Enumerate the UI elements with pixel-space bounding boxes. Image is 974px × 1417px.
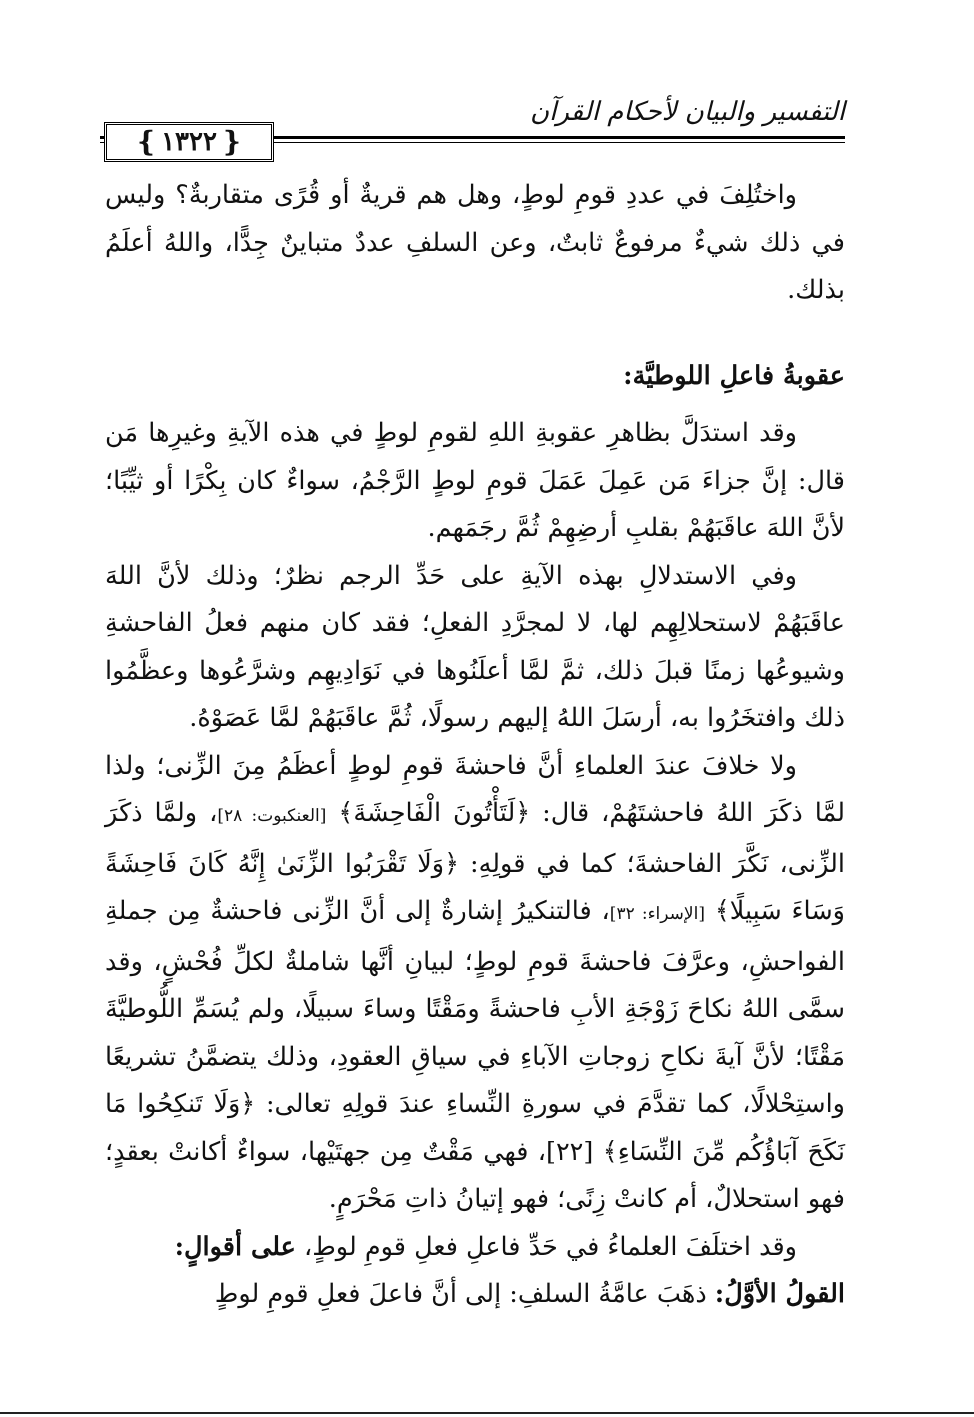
section-heading: عقوبةُ فاعلِ اللوطيَّة: bbox=[623, 360, 845, 391]
paragraph-4-part-4: ، فهي مَقْتٌ مِن جهتَيْها، سواءٌ أكانتْ بعقدٍ؛ فهو استحلالٌ، أم كانتْ زِنًى؛ فهو إتيانُ ذاتِ مَحْرَمٍ. bbox=[105, 1136, 845, 1214]
citation-ankabut: [العنكبوت: ٢٨] bbox=[217, 806, 327, 826]
paragraph-4-part-2: ، ولمَّا ذكَرَ الزِّنى، نَكَّرَ الفاحشةَ؛ كما في قولِهِ: ﴿وَلَا تَقْرَبُوا الزِّنَىٰ إِنَّهُ كَانَ فَاحِشَةً وَسَاءَ سَبِيلًا﴾ bbox=[105, 798, 845, 926]
first-opinion-label: القولُ الأوَّلُ: bbox=[714, 1279, 845, 1309]
first-opinion-text: ذهَبَ عامَّةُ السلفِ: إلى أنَّ فاعلَ فعلِ قومِ لوطٍ bbox=[214, 1279, 707, 1309]
citation-isra: [الإسراء: ٣٢] bbox=[609, 904, 705, 924]
bracket-left-icon: ❴ bbox=[134, 125, 159, 158]
paragraph-5 bbox=[105, 1224, 845, 1272]
citation-nisa: [٢٢] bbox=[546, 1136, 594, 1167]
paragraph-5-text: وقد اختلَفَ العلماءُ في حَدِّ فاعلِ فعلِ قومِ لوطٍ، bbox=[303, 1231, 797, 1262]
bracket-right-icon: ❵ bbox=[219, 125, 244, 158]
paragraph-4-part-1: ولا خلافَ عندَ العلماءِ أنَّ فاحشةَ قومِ لوطٍ أعظَمُ مِنَ الزِّنى؛ ولذا لمَّا ذكَرَ اللهُ فاحشتَهُمْ، قال: ﴿لَتَأْتُونَ الْفَاحِشَةَ﴾ bbox=[105, 750, 845, 828]
paragraph-2: وقد استدَلَّ بظاهرِ عقوبةِ اللهِ لقومِ لوطٍ في هذه الآيةِ وغيرِها مَن قال: إنَّ جزاءَ مَن عَمِلَ عَمَلَ قومِ لوطٍ الرَّجْمُ، سواءٌ كان بِكْرًا أو ثيِّبًا؛ لأنَّ اللهَ عاقَبَهُمْ بقلبِ أرضِهِمْ ثُمَّ رجَمَهم. bbox=[105, 418, 845, 543]
paragraph-3: وفي الاستدلالِ بهذه الآيةِ على حَدِّ الرجم نظرٌ؛ وذلك لأنَّ اللهَ عاقَبَهُمْ لاستحلالِهِم لها، لا لمجرَّدِ الفعلِ؛ فقد كان منهم فعلُ الفاحشةِ وشيوعُها زمنًا قبلَ ذلك، ثمَّ لمَّا أعلَنُوها في نَوَادِيهِم وشرَّعُوها وعظَّمُوا ذلك وافتخَرُوا به، أرسَلَ اللهُ إليهم رسولًا، ثُمَّ عاقَبَهُمْ لمَّا عَصَوْهُ. bbox=[105, 560, 845, 733]
paragraph-6 bbox=[105, 1271, 845, 1319]
bottom-edge-line bbox=[0, 1412, 974, 1414]
body-text bbox=[105, 172, 845, 1319]
page-number-box bbox=[104, 122, 274, 162]
running-title: التفسير والبيان لأحكام القرآن bbox=[530, 97, 845, 127]
paragraph-1: واختُلِفَ في عددِ قومِ لوطٍ، وهل هم قريةٌ أو قُرًى متقاربةٌ؟ وليس في ذلك شيءٌ مرفوعٌ ثابتٌ، وعن السلفِ عددٌ متباينٌ جِدًّا، واللهُ أعلَمُ بذلك. bbox=[105, 180, 845, 305]
paragraph-4 bbox=[105, 743, 845, 1224]
page-number: ١٣٢٢ bbox=[161, 127, 217, 157]
paragraph-4-part-3: ، فالتنكيرُ إشارةٌ إلى أنَّ الزِّنى فاحشةٌ مِن جملةِ الفواحشِ، وعرَّفَ فاحشةَ قومِ لوطٍ؛ لبيانِ أنَّها شاملةٌ لكلِّ فُحْشٍ، وقد سمَّى اللهُ نكاحَ زَوْجَةِ الأبِ فاحشةً ومَقْتًا وساءَ سبيلًا، ولم يُسَمِّ اللُّوطيَّةَ مَقْتًا؛ لأنَّ آيةَ نكاحِ زوجاتِ الآباءِ في سياقِ العقودِ، وذلك يتضمَّنُ تشريعًا واستِحْلالًا، كما تقدَّمَ في سورةِ النِّساءِ عندَ قولِهِ تعالى: ﴿وَلَا تَنكِحُوا مَا نَكَحَ آبَاؤُكُم مِّنَ النِّسَاءِ﴾ bbox=[105, 896, 846, 1167]
paragraph-5-emphasis: على أقوالٍ: bbox=[174, 1231, 296, 1262]
page-header bbox=[100, 92, 845, 164]
